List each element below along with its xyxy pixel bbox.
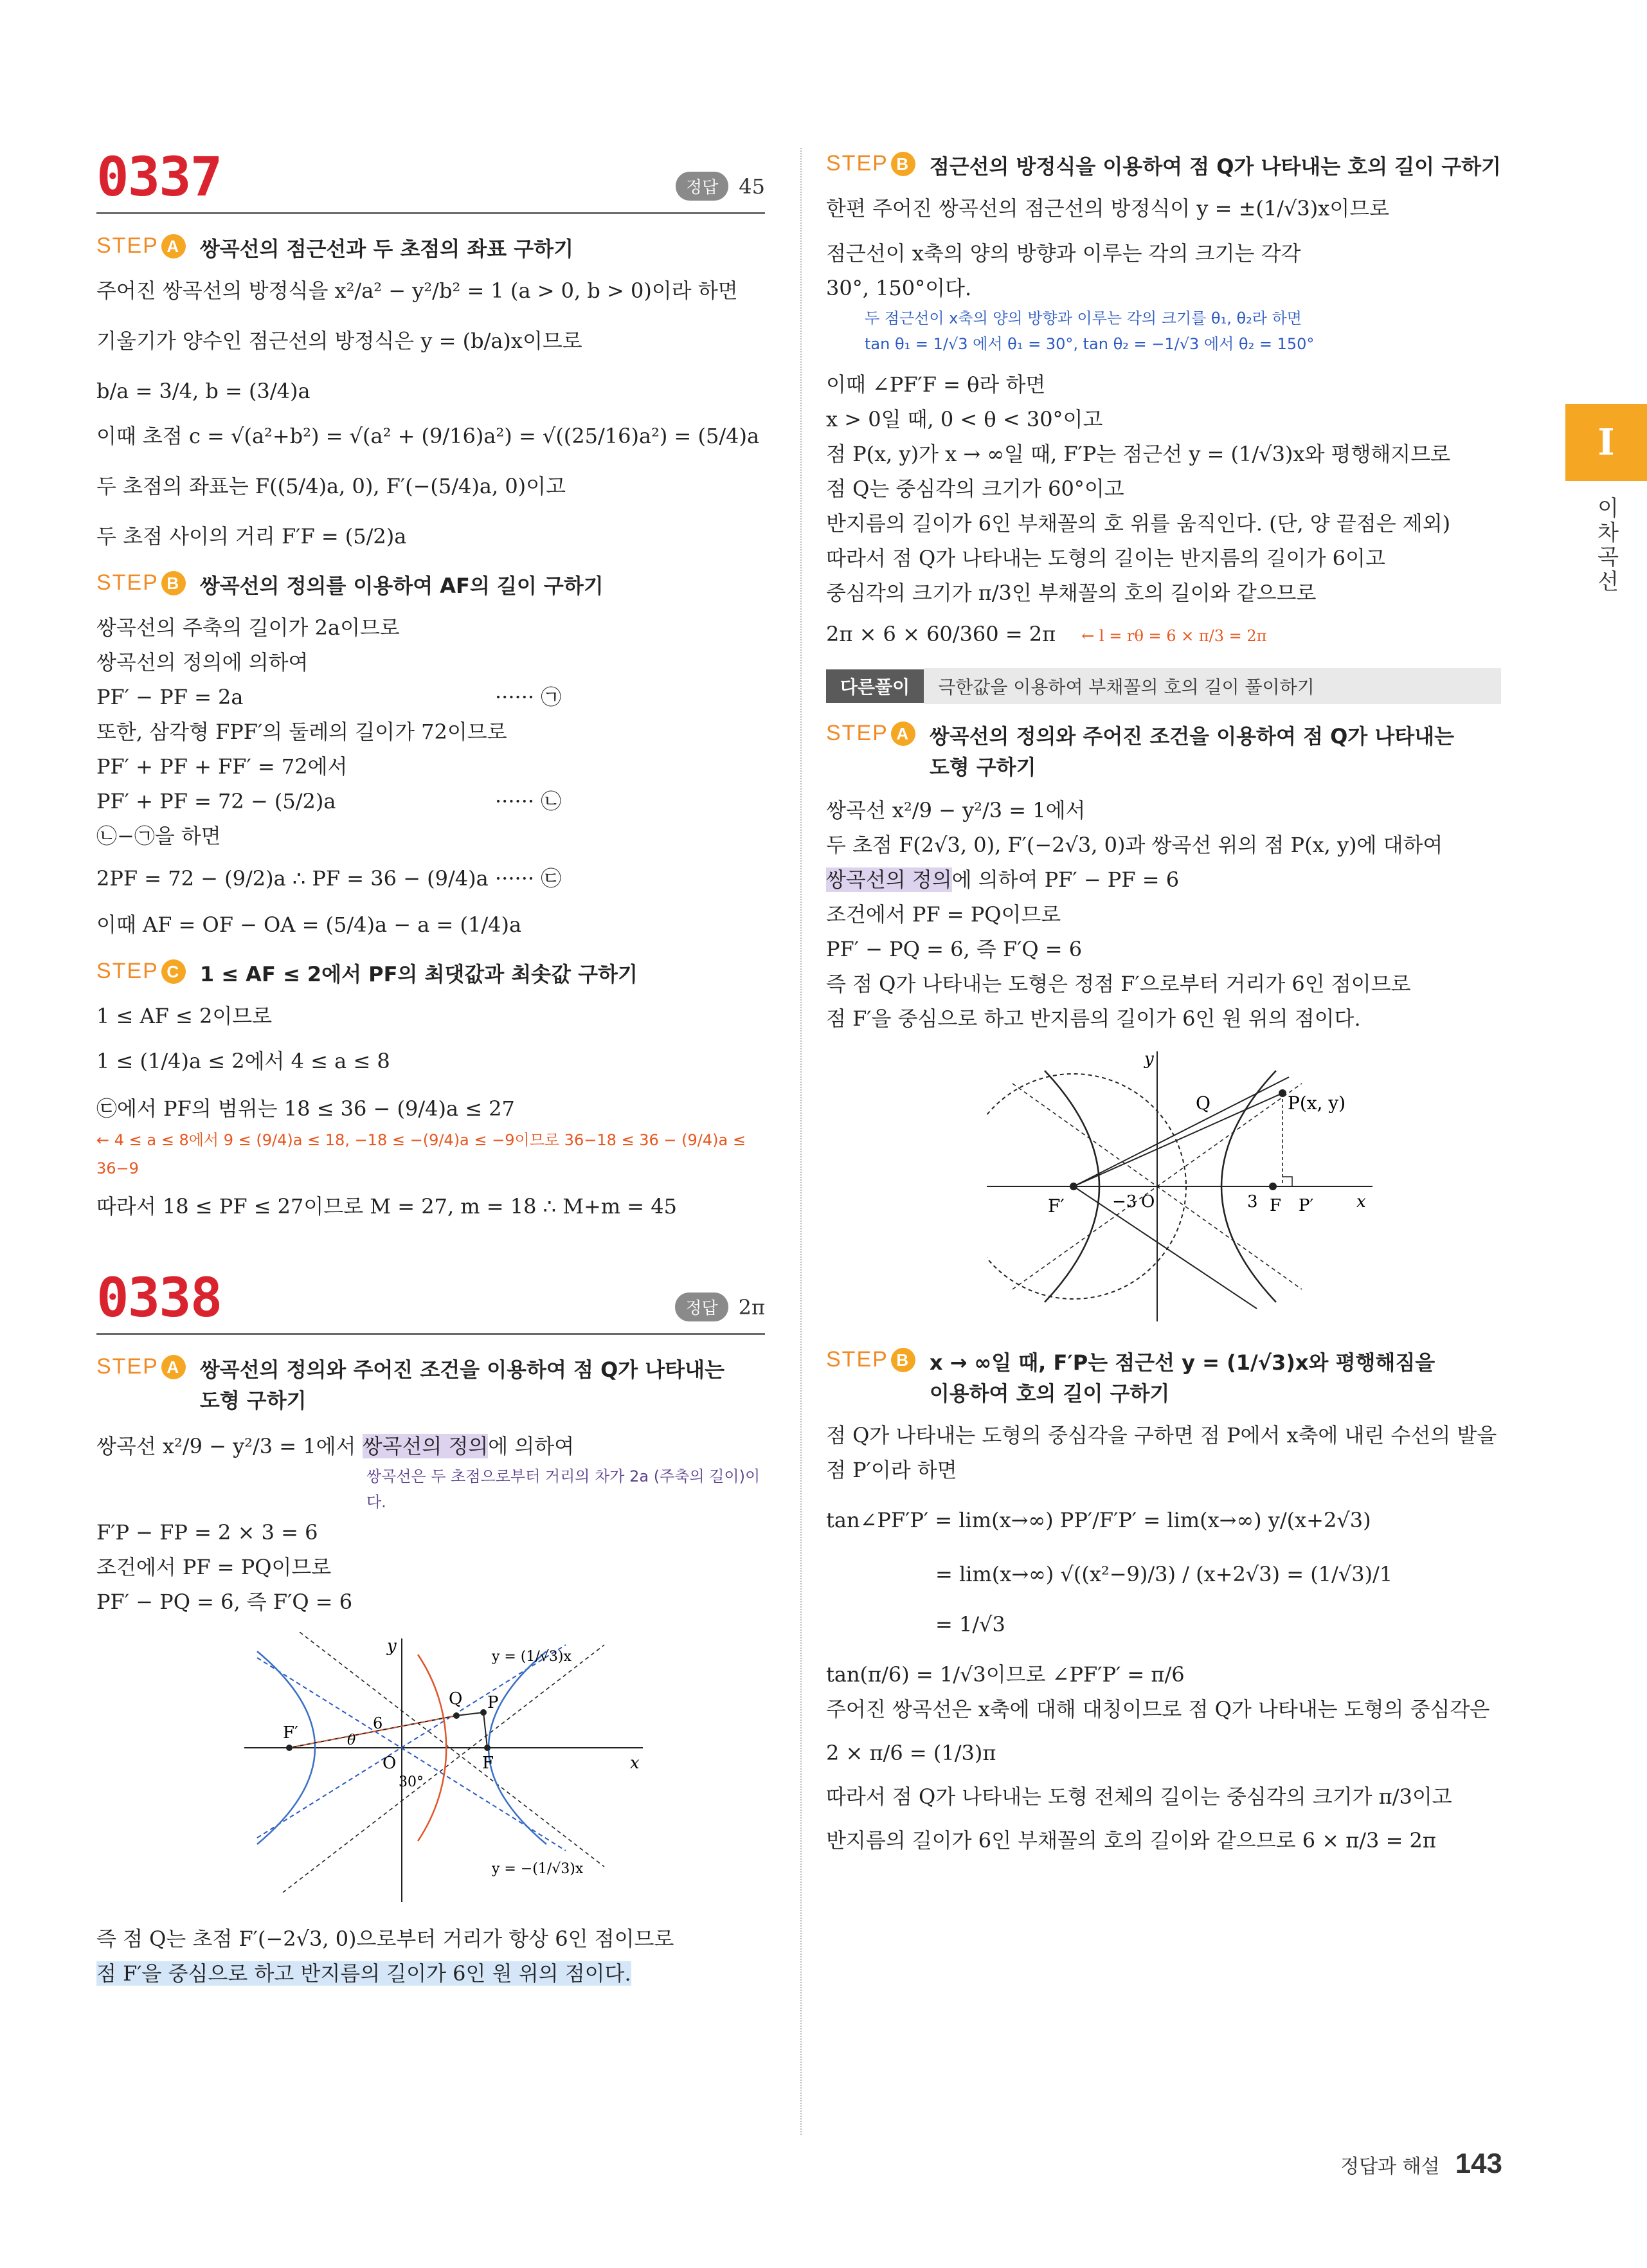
solution-line: PF′ − PQ = 6, 즉 F′Q = 6 [826,937,1083,961]
side-note: ← 4 ≤ a ≤ 8에서 9 ≤ (9/4)a ≤ 18, −18 ≤ −(9/4)a ≤ −9이므로 36−18 ≤ 36 − (9/4)a ≤ 36−9 [96,1131,746,1177]
label-q: Q [449,1689,463,1709]
alt-step-a-heading [826,721,1501,783]
step-title: 쌍곡선의 점근선과 두 초점의 좌표 구하기 [199,237,574,261]
label-x: x [1356,1192,1366,1211]
step-title: 점근선의 방정식을 이용하여 점 Q가 나타내는 호의 길이 구하기 [929,154,1501,179]
q-point [453,1712,460,1719]
side-note: tan θ₁ = 1/√3 에서 θ₁ = 30°, tan θ₂ = −1/√3 에서 θ₂ = 150° [865,335,1315,353]
asymptote-pos [257,1645,566,1838]
step-title: x → ∞일 때, F′P는 점근선 y = (1/√3)x와 평행해짐을 이용하여 호의 길이 구하기 [929,1350,1436,1406]
step-label: STEP A [96,1354,186,1379]
solution-line: 반지름의 길이가 6인 부채꼴의 호 위를 움직인다. (단, 양 끝점은 제외) [826,511,1451,536]
label-o: O [1141,1192,1155,1211]
label-m3: −3 [1112,1192,1137,1211]
equation-ref: ······ ㉡ [495,789,562,813]
label-fp: F′ [283,1723,298,1743]
solution-line: F′P − FP = 2 × 3 = 6 [96,1520,318,1545]
step-title: 1 ≤ AF ≤ 2에서 PF의 최댓값과 최솟값 구하기 [199,962,638,986]
step-label: STEP A [96,233,186,259]
problem-number: 0338 [96,1266,222,1329]
solution-line: PF′ + PF + FF′ = 72에서 [96,754,348,779]
equation-ref: ······ ㉢ [495,866,562,891]
label-q: Q [1196,1093,1210,1114]
solution-line: 기울기가 양수인 점근선의 방정식은 y = (b/a)x이므로 [96,329,582,353]
solution-line: = 1/√3 [935,1612,1005,1637]
solution-line: 쌍곡선의 정의에 의하여 [96,650,309,675]
solution-line: 조건에서 PF = PQ이므로 [96,1555,332,1579]
left-column [96,141,765,1991]
solution-line: PF′ + PF = 72 − (5/2)a ······ ㉡ [96,784,765,819]
solution-line: 이때 AF = OF − OA = (5/4)a − a = (1/4)a [96,912,522,937]
step-title: 쌍곡선의 정의와 주어진 조건을 이용하여 점 Q가 나타내는 도형 구하기 [929,724,1454,779]
solution-line: 주어진 쌍곡선의 방정식을 x²/a² − y²/b² = 1 (a > 0, b > 0)이라 하면 [96,278,738,303]
solution-line: 이때 초점 c = √(a²+b²) = √(a² + (9/16)a²) = √((25/16)a²) = (5/4)a [96,424,760,448]
label-theta: θ [347,1732,356,1748]
focus-fp-point [1070,1183,1077,1190]
parallel-line-lower [283,1632,604,1867]
label-six: 6 [373,1714,383,1732]
hyperbola-figure-1 [244,1632,643,1909]
solution-line: 조건에서 PF = PQ이므로 [826,902,1061,927]
solution-line: 두 초점의 좌표는 F((5/4)a, 0), F′(−(5/4)a, 0)이고 [96,474,566,498]
problem-number: 0337 [96,145,222,208]
answer-badge: 정답 [675,1293,728,1321]
step-label: STEP B [826,1347,915,1372]
column-divider [800,148,802,2135]
right-column [826,141,1501,1858]
solution-line: 2PF = 72 − (9/2)a ∴ PF = 36 − (9/4)a ······ ㉢ [96,861,765,896]
label-asym-neg: y = −(1/√3)x [492,1861,584,1877]
solution-line: 주어진 쌍곡선은 x축에 대해 대칭이므로 점 Q가 나타내는 도형의 중심각은 [826,1697,1490,1721]
solution-line: 즉 점 Q는 초점 F′(−2√3, 0)으로부터 거리가 항상 6인 점이므로 [96,1927,674,1951]
solution-line: 두 초점 사이의 거리 F′F = (5/2)a [96,524,407,549]
chapter-numeral: I [1565,404,1647,481]
solution-line: tan∠PF′P′ = lim(x→∞) PP′/F′P′ = lim(x→∞) y/(x+2√3) [826,1508,1371,1532]
solution-line: 또한, 삼각형 FPF′의 둘레의 길이가 72이므로 [96,720,507,744]
solution-line: 30°, 150°이다. [826,276,972,300]
equation-ref: ······ ㉠ [495,685,562,709]
step-b-heading [96,570,765,601]
solution-line: 즉 점 Q가 나타내는 도형은 정점 F′으로부터 거리가 6인 점이므로 [826,972,1411,996]
focus-f-point [484,1745,491,1751]
label-f: F [482,1754,494,1773]
solution-line: 쌍곡선의 정의에 의하여 PF′ − PF = 6 [826,867,1180,892]
solution-line: 2 × π/6 = (1/3)π [826,1741,996,1765]
step-c-heading [96,959,765,990]
step-label: STEP B [826,151,915,176]
segment-p-f [483,1712,487,1748]
alternate-badge: 다른풀이 [826,669,924,703]
step-title: 쌍곡선의 정의와 주어진 조건을 이용하여 점 Q가 나타내는 도형 구하기 [199,1357,724,1413]
label-y: y [387,1637,397,1656]
problem-header-0338 [96,1262,765,1335]
label-30deg: 30° [399,1774,424,1790]
label-p: P [487,1693,499,1712]
solution-line: PF′ − PF = 2a ······ ㉠ [96,680,765,714]
step-a-heading [96,1354,765,1416]
footer-label: 정답과 해설 [1340,2155,1440,2178]
segment-upper [1074,1077,1289,1186]
solution-line: PF′ − PQ = 6, 즉 F′Q = 6 [96,1590,353,1614]
alternate-title: 극한값을 이용하여 부채꼴의 호의 길이 풀이하기 [924,668,1501,704]
parallel-line-upper [283,1645,604,1892]
solution-line: 쌍곡선 x²/9 − y²/3 = 1에서 쌍곡선의 정의에 의하여 [96,1434,575,1458]
segment-q-p [456,1712,483,1716]
solution-line: 점근선이 x축의 양의 방향과 이루는 각의 크기는 각각 [826,241,1301,266]
label-three: 3 [1247,1192,1258,1211]
solution-line: 1 ≤ (1/4)a ≤ 2에서 4 ≤ a ≤ 8 [96,1049,390,1073]
answer-box [676,172,765,201]
page-number: 143 [1455,2148,1502,2179]
p-point [480,1709,487,1716]
solution-line: ㉡−㉠을 하면 [96,824,221,848]
solution-line: 점 Q는 중심각의 크기가 60°이고 [826,476,1124,501]
solution-line: tan(π/6) = 1/√3이므로 ∠PF′P′ = π/6 [826,1662,1185,1687]
solution-line: 중심각의 크기가 π/3인 부채꼴의 호의 길이와 같으므로 [826,581,1317,605]
solution-line: 한편 주어진 쌍곡선의 점근선의 방정식이 y = ±(1/√3)x이므로 [826,196,1390,221]
label-f: F [1270,1196,1282,1215]
chapter-title: 이차곡선 [1593,496,1619,594]
right-angle-mark [1282,1177,1292,1186]
side-note: 쌍곡선은 두 초점으로부터 거리의 차가 2a (주축의 길이)이다. [366,1467,760,1511]
solution-line: 2π × 6 × 60/360 = 2π ← l = rθ = 6 × π/3 = 2π [826,622,1267,646]
step-label: STEP B [96,570,186,595]
solution-line: ㉢에서 PF의 범위는 18 ≤ 36 − (9/4)a ≤ 27 [96,1096,515,1121]
label-y: y [1144,1049,1154,1069]
alternate-solution-bar [826,668,1501,704]
solution-line: 점 F′을 중심으로 하고 반지름의 길이가 6인 원 위의 점이다. [826,1006,1361,1031]
step-a-heading [96,233,765,264]
label-p: P(x, y) [1288,1093,1346,1114]
solution-line: 점 P′이라 하면 [826,1458,957,1482]
step-title: 쌍곡선의 정의를 이용하여 AF의 길이 구하기 [199,574,604,598]
solution-line: 쌍곡선 x²/9 − y²/3 = 1에서 [826,798,1086,822]
solution-line: 따라서 점 Q가 나타내는 도형의 길이는 반지름의 길이가 6이고 [826,546,1385,570]
solution-line: b/a = 3/4, b = (3/4)a [96,379,310,403]
solution-line: 두 초점 F(2√3, 0), F′(−2√3, 0)과 쌍곡선 위의 점 P(x, y)에 대하여 [826,833,1443,857]
answer-box [675,1293,765,1321]
asymptote-neg [257,1658,566,1851]
page-footer [1340,2148,1502,2180]
solution-line: 1 ≤ AF ≤ 2이므로 [96,1004,273,1028]
segment-fp-lower [1074,1186,1257,1309]
step-label: STEP A [826,721,915,746]
step-label: STEP C [96,959,186,984]
solution-line: 점 F′을 중심으로 하고 반지름의 길이가 6인 원 위의 점이다. [96,1961,631,1986]
solution-line: 반지름의 길이가 6인 부채꼴의 호의 길이와 같으므로 6 × π/3 = 2π [826,1828,1436,1853]
answer-value: 2π [738,1294,765,1320]
solution-line: 이때 ∠PF′F = θ라 하면 [826,372,1046,397]
hyperbola-figure-2 [987,1045,1372,1328]
solution-line: x > 0일 때, 0 < θ < 30°이고 [826,407,1103,431]
p-point [1279,1089,1286,1097]
problem-header-0337 [96,141,765,214]
focus-fp-point [286,1745,292,1751]
answer-value: 45 [739,174,765,199]
solution-line: 점 Q가 나타내는 도형의 중심각을 구하면 점 P에서 x축에 내린 수선의 발을 [826,1423,1497,1447]
label-asym-pos: y = (1/√3)x [492,1649,572,1665]
solution-line: 쌍곡선의 주축의 길이가 2a이므로 [96,615,400,640]
side-note: ← l = rθ = 6 × π/3 = 2π [1081,627,1267,645]
side-note: 두 점근선이 x축의 양의 방향과 이루는 각의 크기를 θ₁, θ₂라 하면 [865,309,1302,327]
answer-badge: 정답 [676,172,728,201]
chapter-side-tab [1565,404,1647,667]
label-x: x [630,1754,640,1773]
solution-line: 점 P(x, y)가 x → ∞일 때, F′P는 점근선 y = (1/√3)x와 평행해지므로 [826,442,1451,466]
label-fp: F′ [1048,1195,1065,1217]
label-pp: P′ [1299,1196,1314,1215]
segment-fp-p [1074,1093,1282,1186]
solution-line: 따라서 18 ≤ PF ≤ 27이므로 M = 27, m = 18 ∴ M+m = 45 [96,1194,678,1219]
focus-f-point [1269,1183,1277,1190]
solution-line: = lim(x→∞) √((x²−9)/3) / (x+2√3) = (1/√3)/1 [935,1562,1393,1586]
solution-line: 따라서 점 Q가 나타내는 도형 전체의 길이는 중심각의 크기가 π/3이고 [826,1784,1452,1809]
alt-step-b-heading [826,1347,1501,1409]
label-o: O [382,1754,397,1773]
step-b-heading [826,151,1501,182]
